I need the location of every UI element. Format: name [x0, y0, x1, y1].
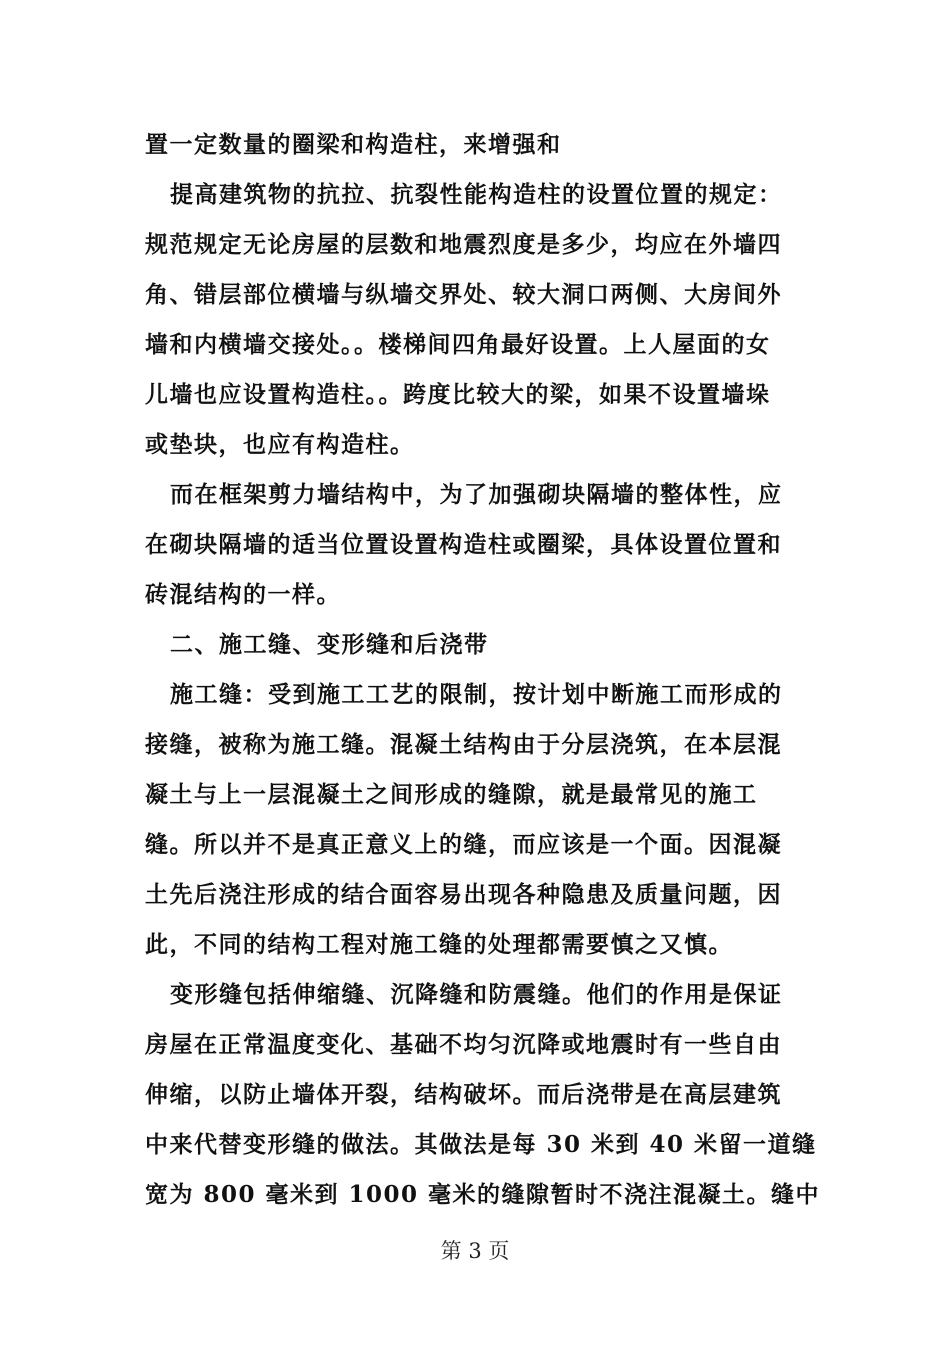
- text-line: 提高建筑物的抗拉、抗裂性能构造柱的设置位置的规定：: [170, 181, 783, 208]
- text-line: 伸缩，以防止墙体开裂，结构破坏。而后浇带是在高层建筑: [145, 1081, 782, 1108]
- text-line: 儿墙也应设置构造柱。。跨度比较大的梁，如果不设置墙垛: [145, 381, 771, 408]
- text-line: 房屋在正常温度变化、基础不均匀沉降或地震时有一些自由: [145, 1031, 782, 1058]
- text-line: 角、错层部位横墙与纵墙交界处、较大洞口两侧、大房间外: [145, 281, 782, 308]
- text-line: 凝土与上一层混凝土之间形成的缝隙，就是最常见的施工: [145, 781, 758, 808]
- text-line: 而在框架剪力墙结构中，为了加强砌块隔墙的整体性，应: [170, 481, 783, 508]
- text-line: 规范规定无论房屋的层数和地震烈度是多少，均应在外墙四: [145, 231, 782, 258]
- page-number: 第 3 页: [440, 1239, 510, 1263]
- section-heading: 二、施工缝、变形缝和后浇带: [170, 631, 489, 658]
- text-line: 变形缝包括伸缩缝、沉降缝和防震缝。他们的作用是保证: [170, 981, 783, 1008]
- text-line: 砖混结构的一样。: [145, 581, 341, 608]
- text-line: 宽为 800 毫米到 1000 毫米的缝隙暂时不浇注混凝土。缝中: [145, 1181, 821, 1208]
- text-line: 置一定数量的圈梁和构造柱，来增强和: [145, 131, 562, 158]
- text-line: 在砌块隔墙的适当位置设置构造柱或圈梁，具体设置位置和: [145, 531, 782, 558]
- text-line: 缝。所以并不是真正意义上的缝，而应该是一个面。因混凝: [145, 831, 782, 858]
- text-line: 或垫块，也应有构造柱。: [145, 431, 415, 458]
- text-line: 接缝，被称为施工缝。混凝土结构由于分层浇筑，在本层混: [145, 731, 782, 758]
- text-line: 土先后浇注形成的结合面容易出现各种隐患及质量问题，因: [145, 881, 782, 908]
- text-line: 墙和内横墙交接处。。楼梯间四角最好设置。上人屋面的女: [145, 331, 771, 358]
- text-line: 中来代替变形缝的做法。其做法是每 30 米到 40 米留一道缝: [145, 1131, 817, 1158]
- body-text: [145, 120, 821, 1220]
- text-line: 此，不同的结构工程对施工缝的处理都需要慎之又慎。: [145, 931, 733, 958]
- text-line: 施工缝：受到施工工艺的限制，按计划中断施工而形成的: [170, 681, 783, 708]
